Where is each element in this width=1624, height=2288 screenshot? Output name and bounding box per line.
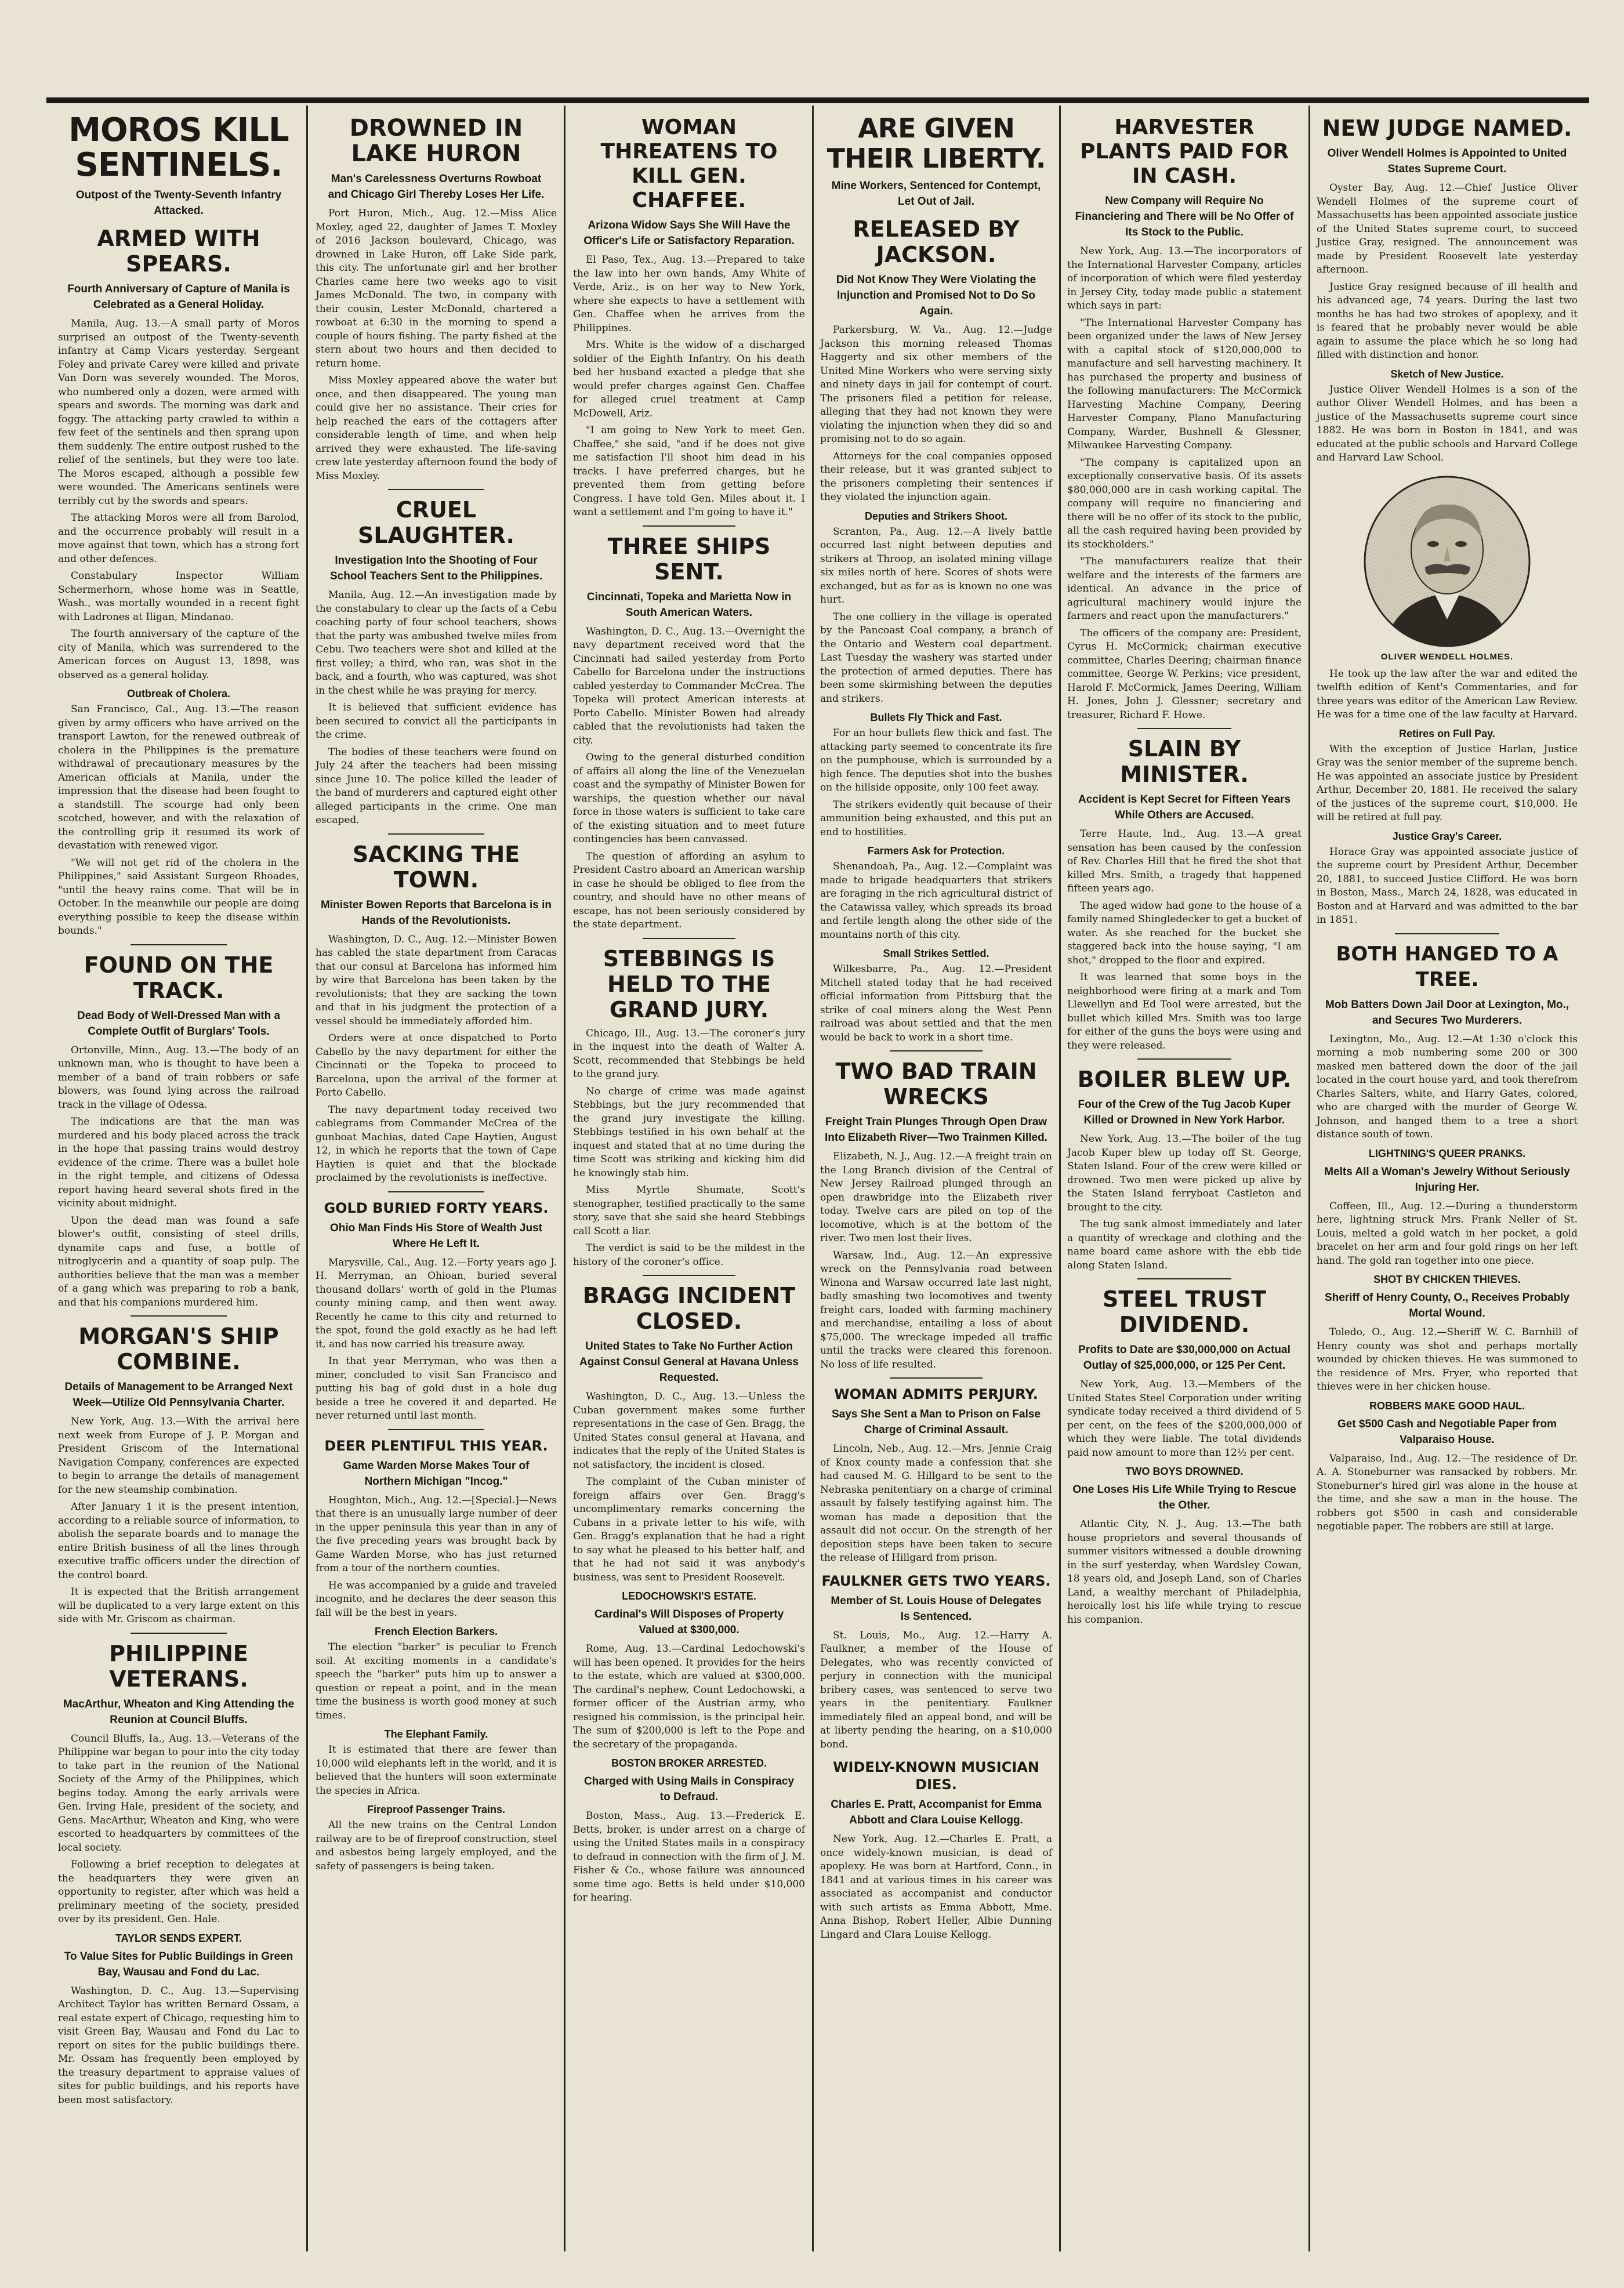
article-text: Washington, D. C., Aug. 13.—Overnight the navy department received word that the Cincinnati had sailed yesterday from Porto Cabello for Barcelona under the instructions cabled yesterday to Commander McCrea. The Topeka will protect American interests at Porto Cabello. Minister Bowen had already cabled that the revolutionists had taken the city. [573,625,805,746]
article-text: All the new trains on the Central London railway are to be of fireproof construction, steel and asbestos being largely employed, and the safety of passengers is being taken. [316,1819,557,1872]
article-text: It is believed that sufficient evidence has been secured to convict all the participants in the crime. [316,702,557,741]
subheading: French Election Barkers. [374,1626,498,1637]
headline: HARVESTER PLANTS PAID FOR IN CASH. [1080,115,1289,188]
headline: DROWNED IN LAKE HURON [349,115,523,167]
headline: ARMED WITH SPEARS. [97,226,260,277]
separator [130,944,227,945]
subheading: Farmers Ask for Protection. [867,845,1005,857]
article-text: Following a brief reception to delegates at the headquarters they were given an opportunity to register, after which was held a preliminary meeting of the society, presided over by its president, Gen. Hale. [58,1859,299,1925]
subheading: TAYLOR SENDS EXPERT. [115,1932,242,1944]
article-text: "We will not get rid of the cholera in the Philippines," said Assistant Surgeon Rhoades, "until the heavy rains come. That will be in October. In the meanwhile our people are doing everything possible to keep the disease within bounds." [58,857,299,937]
deck: Cincinnati, Topeka and Marietta Now in South American Waters. [586,590,792,619]
deck: Four of the Crew of the Tug Jacob Kuper Killed or Drowned in New York Harbor. [1078,1098,1291,1126]
article-text: Atlantic City, N. J., Aug. 13.—The bath house proprietors and several thousands of summer visitors witnessed a double drowning in the surf yesterday, when Wardsley Cowan, 18 years old, and Joseph Land, son of Charles Land, a wealthy merchant of Philadelphia, heroically lost his life while trying to rescue his companion. [1067,1518,1302,1626]
article-text: St. Louis, Mo., Aug. 12.—Harry A. Faulkner, a member of the House of Delegates, who was recently convicted of perjury in connection with the municipal bribery cases, was sentenced to serve two years in the penitentiary. Faulkner immediately filed an appeal bond, and will be at liberty pending the hearing, on a $10,000 bond. [820,1629,1052,1750]
headline: PHILIPPINE VETERANS. [109,1640,248,1692]
article-text: Miss Myrtle Shumate, Scott's stenographer, testified practically to the same story, save that she said she heard Stebbings call Scott a liar. [573,1184,805,1237]
article-text: The aged widow had gone to the house of a family named Shingledecker to get a bucket of water. As she reached for the bucket she staggered back into the house saying, "I am shot," dropped to the floor and expired. [1067,900,1302,966]
separator [388,489,484,490]
column-3 [567,107,811,2242]
deck: Ohio Man Finds His Store of Wealth Just Where He Left It. [330,1221,542,1250]
deck: To Value Sites for Public Buildings in Green Bay, Wausau and Fond du Lac. [64,1950,293,1978]
headline: SACKING THE TOWN. [352,841,520,893]
headline: NEW JUDGE NAMED. [1322,115,1572,141]
headline: TWO BAD TRAIN WRECKS [835,1058,1037,1109]
portrait-engraving-oliver-wendell-holmes [1360,474,1534,648]
deck: MacArthur, Wheaton and King Attending the Reunion at Council Bluffs. [63,1698,295,1726]
article-text: New York, Aug. 13.—With the arrival here next week from Europe of J. P. Morgan and President Griscom of the International Navigation Company, conferences are expected to begin to arrange the details of management for the new steamship combination. [58,1416,299,1496]
deck: Accident is Kept Secret for Fifteen Years While Others are Accused. [1078,793,1291,821]
deck: Mine Workers, Sentenced for Contempt, Let Out of Jail. [831,180,1041,208]
column-4 [814,107,1058,2242]
deck: Dead Body of Well-Dressed Man with a Complete Outfit of Burglars' Tools. [77,1009,281,1038]
article-text: Boston, Mass., Aug. 13.—Frederick E. Betts, broker, is under arrest on a charge of using the United States mails in a conspiracy to defraud in connection with the firm of J. M. Fisher & Co., whose failure was announced some time ago. Betts is held under $10,000 for hearing. [573,1810,805,1903]
headline: CRUEL SLAUGHTER. [358,497,514,548]
article-text: Marysville, Cal., Aug. 12.—Forty years ago J. H. Merryman, an Ohioan, buried several thousand dollars' worth of gold in the Plumas county mining camp, and then went away. Recently he came to this city and returned to the spot, found the gold exactly as he had left it, and has now carried his treasure away. [316,1256,557,1350]
article-text: San Francisco, Cal., Aug. 13.—The reason given by army officers who have arrived on the transport Lawton, for the renewed outbreak of cholera in the Philippines is the premature withdrawal of precautionary measures by the American officials at Manila, under the impression that the disease had been fought to a standstill. The scourge had only been scotched, however, and with the relaxation of the controlling grip it resumed its work of devastation with renewed vigor. [58,704,299,851]
article-text: The indications are that the man was murdered and his body placed across the track in the hope that passing trains would destroy evidence of the crime. There was a bullet hole in the right temple, and citizens of Odessa report having heard several shots fired in the vicinity about midnight. [58,1116,299,1209]
separator [643,938,735,939]
portrait-caption: OLIVER WENDELL HOLMES. [1380,651,1514,662]
headline: GOLD BURIED FORTY YEARS. [324,1199,549,1216]
headline: STEBBINGS IS HELD TO THE GRAND JURY. [603,945,775,1022]
article-text: It was learned that some boys in the neighborhood were firing at a mark and Tom Llewellyn and Ed Tool were arrested, but the bullet which killed Mrs. Smith was too large for either of the guns the boys were using and they were released. [1067,971,1302,1051]
article-text: Oyster Bay, Aug. 12.—Chief Justice Oliver Wendell Holmes of the supreme court of Massachusetts has been appointed associate justice of the United States supreme court, to succeed Justice Gray, resigned. The announcement was made by President Roosevelt late yesterday afternoon. [1317,182,1578,275]
subheading: BOSTON BROKER ARRESTED. [611,1757,767,1769]
subheading: Sketch of New Justice. [1390,368,1504,380]
deck: United States to Take No Further Action Against Consul General at Havana Unless Requested. [579,1340,799,1384]
separator [1137,1058,1231,1060]
article-text: New York, Aug. 12.—Charles E. Pratt, a once widely-known musician, is dead of apoplexy. He was born at Hartford, Conn., in 1841 and at various times in his career was associated as accompanist and conductor with such artists as Emma Abbott, Mme. Anna Bishop, Robert Heller, Albie Dunning Lingard and Clara Louise Kellogg. [820,1833,1052,1941]
article-text: Orders were at once dispatched to Porto Cabello by the navy department for either the Cincinnati or the Topeka to proceed to Barcelona, upon the arrival of the former at Porto Cabello. [316,1032,557,1098]
article-text: Justice Oliver Wendell Holmes is a son of the author Oliver Wendell Holmes, and has been a justice of the Massachusetts supreme court since 1882. He was born in Boston in 1841, and was educated at the public schools and Harvard College and Harvard Law School. [1317,383,1578,463]
article-text: New York, Aug. 13.—Members of the United States Steel Corporation under writing syndicate today received a third dividend of 5 per cent, on the fees of the $200,000,000 of which they were liable. The total dividends paid now amount to more than 12½ per cent. [1067,1379,1302,1459]
headline: THREE SHIPS SENT. [607,533,771,585]
headline: RELEASED BY JACKSON. [853,216,1020,267]
headline: MOROS KILL SENTINELS. [68,111,289,184]
subheading: LIGHTNING'S QUEER PRANKS. [1368,1147,1526,1159]
separator [130,1315,227,1317]
article-text: Elizabeth, N. J., Aug. 12.—A freight train on the Long Branch division of the Central of New Jersey Railroad plunged through an open drawbridge into the Elizabeth river today. Twelve cars are piled on top of the locomotive, which is at the bottom of the river. Two men lost their lives. [820,1151,1052,1244]
headline: WIDELY-KNOWN MUSICIAN DIES. [833,1759,1039,1793]
deck: Sheriff of Henry County, O., Receives Probably Mortal Wound. [1325,1292,1569,1319]
headline: ARE GIVEN THEIR LIBERTY. [826,113,1046,174]
deck: Profits to Date are $30,000,000 on Actual Outlay of $25,000,000, or 125 Per Cent. [1078,1344,1290,1372]
article-text: Coffeen, Ill., Aug. 12.—During a thunderstorm here, lightning struck Mrs. Frank Neller of St. Louis, melted a gold watch in her pocket, a gold bracelet on her arm and four gold rings on her left hand. The gold ran together into one piece. [1317,1200,1578,1267]
deck: Melts All a Woman's Jewelry Without Seriously Injuring Her. [1324,1165,1570,1194]
deck: Cardinal's Will Disposes of Property Valued at $300,000. [594,1608,784,1636]
deck: Freight Train Plunges Through Open Draw Into Elizabeth River—Two Trainmen Killed. [825,1116,1047,1144]
subheading: Justice Gray's Career. [1392,830,1502,842]
deck: Outpost of the Twenty-Seventh Infantry Attacked. [75,189,282,217]
article-text: The officers of the company are: President, Cyrus H. McCormick; chairman executive committee, Charles Deering; chairman finance committee, George W. Perkins; vice president, Harold F. McCormick, James Deering, William H. Jones, John J. Glessner; secretary and treasurer, Richard F. Howe. [1067,627,1302,721]
article-text: Shenandoah, Pa., Aug. 12.—Complaint was made to brigade headquarters that strikers are foraging in the rich agricultural district of the Catawissa valley, which spreads its broad and fertile length along the other side of the mountains north of this city. [820,861,1052,941]
deck: Details of Management to be Arranged Next Week—Utilize Old Pennsylvania Charter. [64,1381,293,1409]
article-text: New York, Aug. 13.—The incorporators of the International Harvester Company, articles of incorporation of which were filed yesterday in Jersey City, today made public a statement which says in part: [1067,245,1302,311]
separator [388,1429,484,1430]
article-text: Ortonville, Minn., Aug. 13.—The body of an unknown man, who is thought to have been a member of a band of train robbers or safe blowers, was found lying across the railroad track in the village of Odessa. [58,1044,299,1111]
article-text: With the exception of Justice Harlan, Justice Gray was the senior member of the supreme bench. He was appointed an associate justice by President Arthur, December 20, 1881. He received the salary of the justices of the supreme court, $10,000. He will be retired at full pay. [1317,743,1578,823]
article-text: Terre Haute, Ind., Aug. 13.—A great sensation has been caused by the confession of Rev. Charles Hill that he fired the shot that killed Mrs. Smith, a tragedy that happened fifteen years ago. [1067,828,1302,894]
column-1 [52,107,305,2242]
column-2 [310,107,563,2242]
article-text: Lexington, Mo., Aug. 12.—At 1:30 o'clock this morning a mob numbering some 200 or 300 masked men battered down the door of the jail located in the court house yard, and took therefrom Charles Salters, white, and Harry Gates, colored, who are charged with the murder of George W. Johnson, and hanged them to a tree a short distance south of town. [1317,1033,1578,1140]
article-text: "The International Harvester Company has been organized under the laws of New Jersey with a capital stock of $120,000,000 to manufacture and sell harvesting machinery. It has purchased the property and business of the following manufacturers: The McCormick Harvesting Machine Company, Deering Harvester Company, Plano Manufacturing Company, Warder, Bushnell & Glessner, Milwaukee Harvesting Company. [1067,317,1302,451]
article-text: The attacking Moros were all from Barolod, and the occurrence probably will result in a move against that town, which has a strong fort and other defences. [58,512,299,565]
deck: Did Not Know They Were Violating the Injunction and Promised Not to Do So Again. [836,274,1036,317]
article-text: Washington, D. C., Aug. 13.—Supervising Architect Taylor has written Bernard Ossam, a real estate expert of Chicago, requesting him to visit Green Bay, Wausau and Fond du Lac to report on sites for the public buildings there. Mr. Ossam has frequently been employed by the treasury department to appraise values of sites for public buildings, and his reports have been most satisfactory. [58,1985,299,2106]
deck: Game Warden Morse Makes Tour of Northern Michigan "Incog." [343,1459,530,1488]
separator [1395,933,1499,934]
subheading: The Elephant Family. [384,1728,488,1740]
separator [388,1191,484,1192]
article-text: Manila, Aug. 12.—An investigation made by the constabulary to clear up the facts of a Cebu coaching party of four school teachers, shows that the party was ambushed twelve miles from Cebu. Two teachers were shot and killed at the first volley; a third, who ran, was shot in the back, and a fourth, who was captured, was shot in the chest while he was praying for mercy. [316,589,557,697]
headline: WOMAN ADMITS PERJURY. [834,1386,1038,1402]
separator [643,525,735,527]
deck: Charles E. Pratt, Accompanist for Emma Abbott and Clara Louise Kellogg. [831,1799,1042,1826]
separator [643,1275,735,1276]
subheading: Fireproof Passenger Trains. [367,1804,506,1815]
article-text: He took up the law after the war and edited the twelfth edition of Kent's Commentaries, and for three years was editor of the American Law Review. He was for a time one of the law faculty at Harvard. [1317,668,1578,720]
article-text: Owing to the general disturbed condition of affairs all along the line of the Venezuelan coast and the sympathy of Minister Bowen for warships, the question whether our naval force in those waters is sufficient to take care of the existing situation and to meet future contingencies has been canvassed. [573,752,805,845]
deck: Says She Sent a Man to Prison on False Charge of Criminal Assault. [831,1408,1041,1436]
article-text: Justice Gray resigned because of ill health and his advanced age, 74 years. During the last two months he has had two strokes of apoplexy, and it is feared that he probably never would be able again to assume the place which he so long had filled with distinction and honor. [1317,281,1578,361]
article-text: For an hour bullets flew thick and fast. The attacking party seemed to concentrate its fire on the pumphouse, which is surrounded by a high fence. The deputies shot into the bushes on the hillside opposite, only 100 feet away. [820,727,1052,793]
headline: DEER PLENTIFUL THIS YEAR. [324,1437,548,1454]
article-text: "The manufacturers realize that their welfare and the interests of the farmers are identical. An advance in the price of agricultural machinery would injure the farmers and react upon the manufacturers." [1067,556,1302,622]
headline: FAULKNER GETS TWO YEARS. [821,1572,1051,1589]
deck: Member of St. Louis House of Delegates Is Sentenced. [831,1594,1042,1623]
subheading: TWO BOYS DROWNED. [1125,1466,1244,1477]
article-text: Houghton, Mich., Aug. 12.—[Special.]—News that there is an unusually large number of deer in the upper peninsula this year than in any of the five preceding years was brought back by Game Warden Morse, who has just returned from a tour of the northern counties. [316,1494,557,1574]
deck: Mob Batters Down Jail Door at Lexington, Mo., and Secures Two Murderers. [1325,998,1569,1027]
article-text: Wilkesbarre, Pa., Aug. 12.—President Mitchell stated today that he had received official information from Pittsburg that the strike of coal miners along the West Penn railroad was about settled and that the men would be back to work in a short time. [820,963,1052,1043]
article-text: The navy department today received two cablegrams from Commander McCrea of the gunboat Machias, dated Cape Haytien, August 12, in which he reports that the town of Cape Haytien is quiet and that the blockade proclaimed by the revolutionists is ineffective. [316,1104,557,1184]
deck: Charged with Using Mails in Conspiracy to Defraud. [583,1775,795,1803]
article-text: El Paso, Tex., Aug. 13.—Prepared to take the law into her own hands, Amy White of Verde, Ariz., is on her way to New York, where she expects to have a settlement with Gen. Chaffee when he arrives from the Philippines. [573,254,805,334]
article-text: Parkersburg, W. Va., Aug. 12.—Judge Jackson this morning released Thomas Haggerty and six other members of the United Mine Workers who were serving sixty and ninety days in jail for contempt of court. The prisoners filed a petition for release, alleging that they had not known they were violating the injunction when they did so and promising not to do so again. [820,324,1052,445]
article-text: The one colliery in the village is operated by the Pancoast Coal company, a branch of the Ontario and Western coal department. Last Tuesday the washery was started under the protection of armed deputies. There has been some skirmishing between the deputies and strikers. [820,611,1052,705]
article-text: Toledo, O., Aug. 12.—Sheriff W. C. Barnhill of Henry county was shot and perhaps mortally wounded by chicken thieves. He was summoned to the residence of Mrs. Fryer, who reported that thieves were in her chicken house. [1317,1326,1578,1393]
article-text: He was accompanied by a guide and traveled incognito, and he declares the deer season this fall will be the best in years. [316,1579,557,1619]
deck: One Loses His Life While Trying to Rescue the Other. [1072,1484,1296,1511]
column-rule [812,106,814,2251]
article-text: Miss Moxley appeared above the water but once, and then disappeared. The young man could give her no assistance. Their cries for help reached the ears of the cottagers after considerable length of time, and when help arrived they were exhausted. The life-saving crew late yesterday afternoon found the body of Miss Moxley. [316,375,557,482]
article-text: Mrs. White is the widow of a discharged soldier of the Eighth Infantry. On his death bed her husband exacted a pledge that she would prefer charges against Gen. Chaffee for alleged cruel treatment at Camp McDowell, Ariz. [573,339,805,419]
column-5 [1061,107,1307,2242]
headline: MORGAN'S SHIP COMBINE. [78,1324,279,1375]
article-text: After January 1 it is the present intention, according to a reliable source of information, to abolish the separate boards and to manage the entire British business of all the lines through executive traffic officers under the direction of the control board. [58,1501,299,1581]
page-top-rule [46,97,1589,103]
article-text: Warsaw, Ind., Aug. 12.—An expressive wreck on the Pennsylvania road between Winona and Warsaw occurred late last night, badly smashing two locomotives and twenty freight cars, loaded with farming machinery and merchandise, entailing a loss of about $75,000. The wreckage impeded all traffic until the tracks were cleared this forenoon. No loss of life resulted. [820,1249,1052,1370]
headline: FOUND ON THE TRACK. [84,952,274,1003]
subheading: ROBBERS MAKE GOOD HAUL. [1369,1399,1525,1412]
separator [130,1633,227,1634]
article-text: The tug sank almost immediately and later a quantity of wreckage and clothing and the name board came ashore with the ebb tide along Staten Island. [1067,1219,1302,1271]
article-text: Attorneys for the coal companies opposed their release, but it was granted subject to the prisoners completing their sentences if they violated the injunction again. [820,450,1052,503]
headline: SLAIN BY MINISTER. [1120,736,1249,787]
article-text: The complaint of the Cuban minister of foreign affairs over Gen. Bragg's uncomplimentary remarks concerning the Cubans in a private letter to his wife, with Gen. Bragg's explanation that he had a right to say what he pleased to his better half, and that he had not said it was anybody's business, was sent to President Roosevelt. [573,1476,805,1583]
headline: BOTH HANGED TO A TREE. [1336,942,1558,991]
article-text: Manila, Aug. 13.—A small party of Moros surprised an outpost of the Twenty-seventh infantry at Camp Vicars yesterday. Sergeant Foley and private Carey were killed and private Van Dorn was severely wounded. The Moros, who numbered only a dozen, were armed with spears and swords. The morning was dark and foggy. The attacking party crawled to within a few feet of the sentinels and then sprang upon them suddenly. The entire outpost rushed to the relief of the sentinels, but they were too late. The Moros escaped, although a possible few were wounded. The Americans sentinels were terribly cut by the swords and spears. [58,318,299,507]
article-text: The verdict is said to be the mildest in the history of the coroner's office. [573,1242,805,1268]
article-text: Washington, D. C., Aug. 13.—Unless the Cuban government makes some further representations in the case of Gen. Bragg, the United States consul general at Havana, and indicates that the reply of the United States is not satisfactory, the incident is closed. [573,1391,805,1471]
column-6 [1311,107,1583,2242]
article-text: New York, Aug. 13.—The boiler of the tug Jacob Kuper blew up today off St. George, Staten Island. Four of the crew were killed or drowned. Two men were picked up alive by the Staten Island ferryboat Castleton and brought to the city. [1067,1133,1302,1213]
article-text: In that year Merryman, who was then a miner, concluded to visit San Francisco and putting his bag of gold dust in a hole dug beside a tree he covered it and departed. He never returned until last month. [316,1355,557,1422]
article-text: Scranton, Pa., Aug. 12.—A lively battle occurred last night between deputies and strikers at Throop, an isolated mining village six miles north of here. Scores of shots were exchanged, but as far as is known no one was hurt. [820,525,1052,605]
subheading: Small Strikes Settled. [883,948,989,959]
article-text: Lincoln, Neb., Aug. 12.—Mrs. Jennie Craig of Knox county made a confession that she had caused M. G. Hillgard to be sent to the Nebraska penitentiary on a charge of criminal assault by falsely testifying against him. The woman has made a deposition that the assault did not occur. On the strength of her deposition steps have been taken to secure the release of Hillgard from prison. [820,1443,1052,1564]
column-rule [306,106,308,2251]
article-text: It is estimated that there are fewer than 10,000 wild elephants left in the world, and it is believed that the hunters will soon exterminate the species in Africa. [316,1744,557,1797]
subheading: Outbreak of Cholera. [126,688,231,699]
article-text: Council Bluffs, Ia., Aug. 13.—Veterans of the Philippine war began to pour into the city today to take part in the reunion of the National Society of the Army of the Philippines, which begins today. Among the early arrivals were Gen. Irving Hale, president of the society, and Gens. MacArthur, Wheaton and King, who were escorted to headquarters by committees of the local society. [58,1732,299,1854]
article-text: The strikers evidently quit because of their ammunition being exhausted, and this put an end to hostilities. [820,799,1052,838]
headline: BRAGG INCIDENT CLOSED. [582,1283,796,1334]
headline: BOILER BLEW UP. [1077,1067,1292,1092]
column-rule [564,106,566,2251]
subheading: Deputies and Strikers Shoot. [864,510,1008,522]
deck: Oliver Wendell Holmes is Appointed to United States Supreme Court. [1327,147,1567,175]
column-rule [1059,106,1061,2251]
article-text: It is expected that the British arrangement will be duplicated to a very large extent on this side with Mr. Griscom as chairman. [58,1586,299,1625]
article-text: The election "barker" is peculiar to French soil. At exciting moments in a candidate's speech the "barker" puts him up to answer a question or repeat a point, and in the mean time the business is worth good money at such times. [316,1641,557,1721]
subheading: Retires on Full Pay. [1399,727,1495,739]
separator [890,1377,983,1379]
article-text: Rome, Aug. 13.—Cardinal Ledochowski's will has been opened. It provides for the heirs to the estate, which are valued at $300,000. The cardinal's nephew, Count Ledochowski, a former officer of the Austrian army, who resigned his commission, is the principal heir. The sum of $200,000 is left to the Pope and the secretary of the propaganda. [573,1643,805,1750]
deck: Fourth Anniversary of Capture of Manila is Celebrated as a General Holiday. [67,283,290,311]
article-text: Valparaiso, Ind., Aug. 12.—The residence of Dr. A. A. Stoneburner was ransacked by robbers. Mr. Stoneburner's hired girl was alone in the house at the time, and she saw a man in the house. The robbers got $500 in cash and considerable negotiable paper. The robbers are still at large. [1317,1452,1578,1532]
article-text: The question of affording an asylum to President Castro aboard an American warship in case he should be obliged to flee from the country, and should have no other means of escape, has not been seriously considered by the state department. [573,850,805,930]
subheading: LEDOCHOWSKI'S ESTATE. [622,1590,756,1602]
deck: Minister Bowen Reports that Barcelona is in Hands of the Revolutionists. [320,898,552,927]
headline: STEEL TRUST DIVIDEND. [1103,1286,1266,1337]
article-text: Horace Gray was appointed associate justice of the supreme court by President Arthur, December 20, 1881, to succeed Justice Clifford. He was born in Boston, Mass., March 24, 1828, was educated in Boston and at Harvard and was admitted to the bar in 1851. [1317,846,1578,926]
article-text: Port Huron, Mich., Aug. 12.—Miss Alice Moxley, aged 22, daughter of James T. Moxley of 2016 Jackson boulevard, Chicago, was drowned in Lake Huron, off Lake Side park, this city. The unfortunate girl and her brother Charles came here two weeks ago to visit James McDonald. The two, in company with their cousin, Lester McDonald, chartered a rowboat at 6:30 in the morning to spend a couple of hours fishing. The party fished at the stern about two hours and then decided to return home. [316,208,557,369]
deck: Man's Carelessness Overturns Rowboat and Chicago Girl Thereby Loses Her Life. [328,173,545,201]
subheading: SHOT BY CHICKEN THIEVES. [1373,1274,1521,1285]
deck: New Company will Require No Financiering and There will be No Offer of Its Stock to the Public. [1075,195,1294,238]
separator [1137,728,1231,729]
article-text: "The company is capitalized upon an exceptionally conservative basis. Of its assets $80,000,000 are in cash working capital. The company will require no financiering and there will be no offer of its stock to the public, all the cash required having been provided by its stockholders." [1067,456,1302,550]
column-rule [1308,106,1310,2251]
article-text: Upon the dead man was found a safe blower's outfit, consisting of steel drills, dynamite caps and fuse, a bottle of nitroglycerin and a quantity of soap pulp. The authorities believe that the man was a member of a gang which was preparing to rob a bank, and that his companions murdered him. [58,1214,299,1308]
subheading: Bullets Fly Thick and Fast. [870,712,1002,723]
separator [1137,1278,1231,1279]
article-text: Chicago, Ill., Aug. 13.—The coroner's jury in the inquest into the death of Walter A. Scott, recommended that Stebbings be held to the grand jury. [573,1027,805,1080]
separator [388,833,484,835]
headline: WOMAN THREATENS TO KILL GEN. CHAFFEE. [600,115,778,212]
article-text: The bodies of these teachers were found on July 24 after the teachers had been missing since June 10. The police killed the leader of the band of murderers and captured eight other alleged participants in the crime. One man escaped. [316,746,557,826]
deck: Arizona Widow Says She Will Have the Officer's Life or Satisfactory Reparation. [583,219,795,247]
article-text: "I am going to New York to meet Gen. Chaffee," she said, "and if he does not give me satisfaction I'll shoot him dead in his tracks. I have preferred charges, but he prevented them from getting before Congress. I have told Gen. Miles about it. I want a settlement and I'm going to have it." [573,425,805,518]
article-text: The fourth anniversary of the capture of the city of Manila, which was surrendered to the American forces on August 13, 1898, was observed as a general holiday. [58,628,299,681]
article-text: Washington, D. C., Aug. 12.—Minister Bowen has cabled the state department from Caracas that our consul at Barcelona has informed him by wire that Barcelona has been taken by the revolutionists; that they are sacking the town and that in his judgment the protection of a vessel should be immediately afforded him. [316,933,557,1027]
article-text: Constabulary Inspector William Schermerhorn, whose home was in Seattle, Wash., was mortally wounded in a recent fight with Ladrones at Iligan, Mindanao. [58,570,299,623]
deck: Investigation Into the Shooting of Four School Teachers Sent to the Philippines. [330,554,542,582]
separator [890,1050,983,1051]
article-text: No charge of crime was made against Stebbings, but the jury recommended that the grand jury investigate the killing. Stebbings testified in his own behalf at the inquest and stated that at no time during the time Scott was striking and kicking him did he knowingly stab him. [573,1085,805,1179]
deck: Get $500 Cash and Negotiable Paper from Valparaiso House. [1337,1417,1557,1446]
